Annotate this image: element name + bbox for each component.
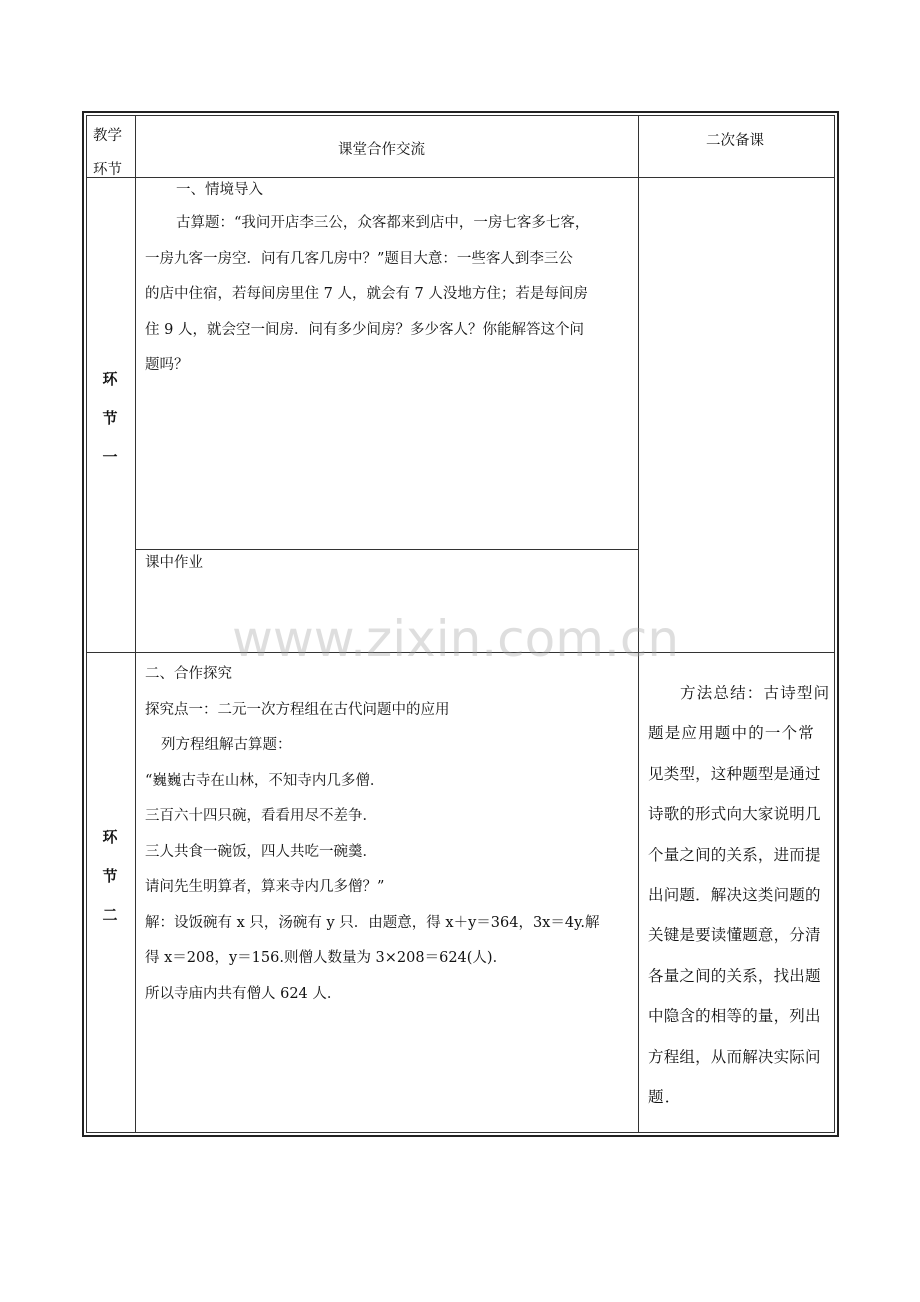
method-summary-line: 题是应用题中的一个常 <box>648 724 816 743</box>
section1-label-char: 环 <box>102 370 118 388</box>
section1-label-char: 节 <box>102 409 118 427</box>
section1-body <box>145 206 635 384</box>
section2-body <box>145 657 637 1012</box>
section2-line: 二、合作探究 <box>145 666 232 682</box>
method-summary-line: 方法总结：古诗型问 <box>680 684 831 702</box>
section1-line: 一房九客一房空．问有几客几房中？”题目大意：一些客人到李三公 <box>145 250 573 267</box>
section1-line: 住 9 人，就会空一间房．问有多少间房？多少客人？你能解答这个问 <box>145 321 584 338</box>
section2-label <box>95 826 125 943</box>
section1-line: 的店中住宿，若每间房里住 7 人，就会有 7 人没地方住；若是每间房 <box>145 286 588 302</box>
header-col3: 二次备课 <box>706 133 764 149</box>
method-summary-line: 诗歌的形式向大家说明几 <box>648 805 821 824</box>
section2-label-char: 节 <box>102 867 118 885</box>
homework-label: 课中作业 <box>145 555 203 571</box>
method-summary-line: 个量之间的关系，进而提 <box>648 845 821 864</box>
section2-line: “巍巍古寺在山林，不知寺内几多僧． <box>145 772 385 789</box>
header-col1-line1: 教学 <box>93 128 122 144</box>
section1-label <box>95 368 125 485</box>
section1-line: 题吗？ <box>145 357 189 373</box>
section2-line: 解：设饭碗有 x 只，汤碗有 y 只．由题意，得 x＋y＝364，3x＝4y.解 <box>145 914 600 931</box>
header-col1 <box>93 126 133 176</box>
section1-heading: 一、情境导入 <box>176 182 263 198</box>
section2-line: 请问先生明算者，算来寺内几多僧？” <box>145 879 385 895</box>
section2-label-char: 二 <box>102 906 118 924</box>
method-summary-line: 出问题．解决这类问题的 <box>648 886 821 905</box>
section1-label-char: 一 <box>102 448 118 466</box>
section2-line: 探究点一：二元一次方程组在古代问题中的应用 <box>145 701 450 718</box>
header-col1-line2: 环节 <box>93 162 122 176</box>
method-summary <box>648 673 834 1117</box>
header-col2: 课堂合作交流 <box>338 142 425 158</box>
method-summary-line: 题． <box>648 1088 682 1107</box>
method-summary-line: 中隐含的相等的量，列出 <box>648 1007 821 1026</box>
method-summary-line: 关键是要读懂题意，分清 <box>648 926 821 945</box>
section2-line: 三百六十四只碗，看看用尽不差争． <box>145 808 377 824</box>
section1-line: 古算题：“我问开店李三公，众客都来到店中，一房七客多七客， <box>176 215 590 231</box>
method-summary-line: 见类型，这种题型是通过 <box>648 764 821 783</box>
watermark: www.zixin.com.cn <box>232 610 680 668</box>
method-summary-line: 方程组，从而解决实际问 <box>648 1047 821 1066</box>
section2-label-char: 环 <box>102 828 118 846</box>
col-divider-1 <box>135 115 136 1133</box>
section2-line: 列方程组解古算题： <box>161 737 292 753</box>
homework-divider <box>135 549 639 550</box>
section2-line: 所以寺庙内共有僧人 624 人． <box>145 985 342 1002</box>
section2-line: 得 x＝208，y＝156.则僧人数量为 3×208＝624(人)． <box>145 950 508 966</box>
section2-line: 三人共食一碗饭，四人共吃一碗羹． <box>145 843 377 860</box>
method-summary-line: 各量之间的关系，找出题 <box>648 966 821 985</box>
header-row-divider <box>86 177 835 178</box>
